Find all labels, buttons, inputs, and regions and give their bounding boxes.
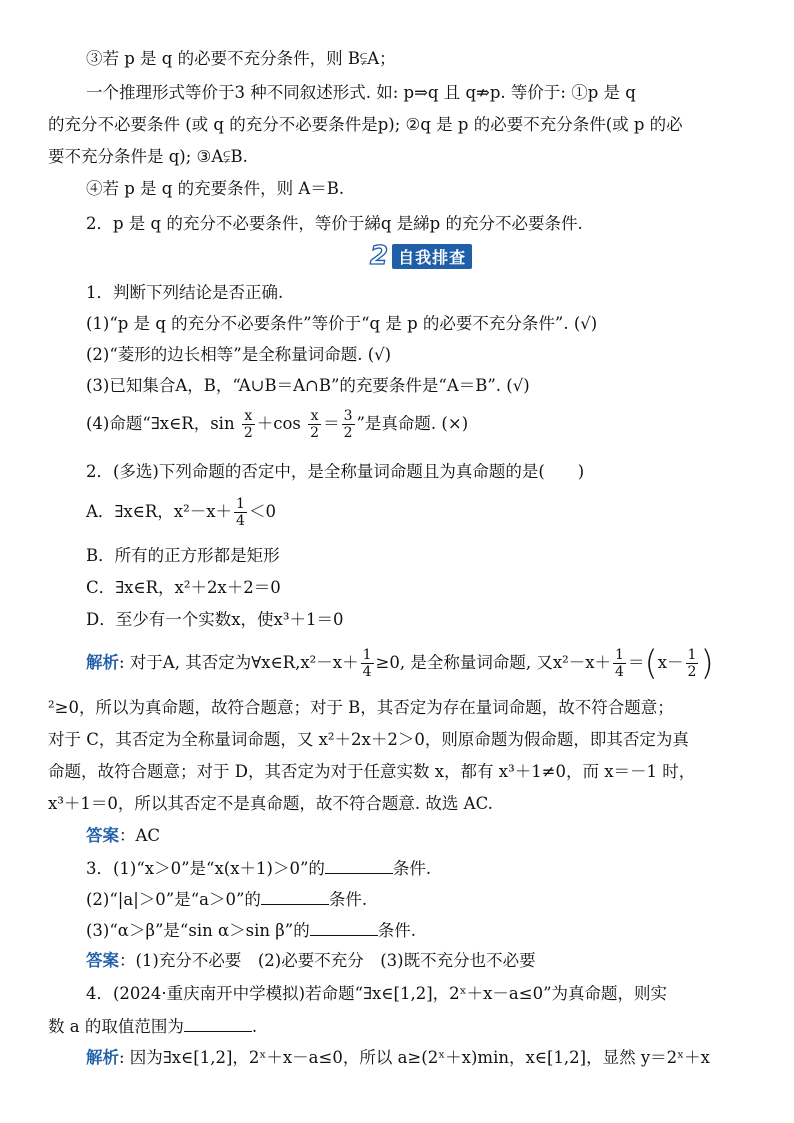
q2-option-a: A．∃x∈R，x²－x＋ $\frac{1}{4}$ ＜0: [86, 496, 276, 529]
q3-item-2: (2)“|a|＞0”是“a＞0”的 条件.: [86, 890, 368, 909]
q4-line-1: 4．(2024·重庆南开中学模拟)若命题“∃x∈[1,2]，2ˣ＋x－a≤0”为真命题，则实: [86, 984, 668, 1003]
section-title: 自我排查: [392, 244, 472, 269]
q3-stem: 3．(1)“x＞0”是“x(x＋1)＞0”的 条件.: [86, 859, 432, 878]
q2-stem: 2．(多选)下列命题的否定中，是全称量词命题且为真命题的是( ): [86, 462, 585, 481]
q1-item-1: (1)“p 是 q 的充分不必要条件”等价于“q 是 p 的必要不充分条件”. (√): [86, 314, 598, 333]
answer-blank[interactable]: [310, 919, 378, 936]
q3-answer: 答案：(1)充分不必要 (2)必要不充分 (3)既不充分也不必要: [86, 951, 536, 970]
answer-blank[interactable]: [325, 857, 393, 874]
q1-stem: 1．判断下列结论是否正确.: [86, 283, 284, 302]
q2-solution-line-1: 解析: 对于A, 其否定为∀x∈R,x²－x＋ $\frac{1}{4}$ ≥0, 是全称量词命题, 又x²－x＋ $\frac{1}{4}$ ＝(x－ $\frac{1}{2}$ ): [86, 643, 714, 684]
q1-item-2: (2)“菱形的边长相等”是全称量词命题. (√): [86, 345, 392, 364]
q4-line-2: 数 a 的取值范围为 .: [48, 1017, 258, 1036]
q2-option-b: B．所有的正方形都是矩形: [86, 546, 280, 565]
top-line-3: 的充分不必要条件 (或 q 的充分不必要条件是p); ②q 是 p 的必要不充分条件(或 p 的必: [48, 115, 683, 134]
answer-blank[interactable]: [184, 1015, 252, 1032]
answer-blank[interactable]: [261, 888, 329, 905]
q2-solution-line-2: ²≥0，所以为真命题，故符合题意；对于 B，其否定为存在量词命题，故不符合题意；: [48, 698, 674, 717]
section-header: [370, 242, 472, 270]
q4-solution: 解析: 因为∃x∈[1,2]，2ˣ＋x－a≤0，所以 a≥(2ˣ＋x)min，x∈[1,2]，显然 y＝2ˣ＋x: [86, 1048, 710, 1067]
q2-option-d: D．至少有一个实数x，使x³＋1＝0: [86, 610, 344, 629]
q3-item-3: (3)“α＞β”是“sin α＞sin β”的 条件.: [86, 921, 416, 940]
q2-solution-line-4: 命题，故符合题意；对于 D，其否定为对于任意实数 x，都有 x³＋1≠0，而 x＝－1 时，: [48, 762, 696, 781]
top-line-2: 一个推理形式等价于3 种不同叙述形式. 如: p⇒q 且 q⇏p. 等价于: ①p 是 q: [86, 83, 636, 102]
q2-option-c: C．∃x∈R，x²＋2x＋2＝0: [86, 578, 281, 597]
answer-label: 答案: [86, 826, 119, 845]
solution-label: 解析: [86, 653, 119, 672]
q2-solution-line-5: x³＋1＝0，所以其否定不是真命题，故不符合题意. 故选 AC.: [48, 794, 493, 813]
q2-solution-line-3: 对于 C，其否定为全称量词命题，又 x²＋2x＋2＞0，则原命题为假命题，即其否定为真: [48, 730, 689, 749]
top-line-6: 2．p 是 q 的充分不必要条件，等价于綈q 是綈p 的充分不必要条件.: [86, 214, 583, 233]
top-line-4: 要不充分条件是 q); ③A⫋B.: [48, 147, 248, 166]
q2-answer: 答案：AC: [86, 826, 161, 845]
solution-label: 解析: [86, 1048, 119, 1067]
answer-label: 答案: [86, 951, 119, 970]
q1-item-4: (4)命题“∃x∈R，sin $\frac{x}{2}$ ＋cos $\frac{x}{2}$ ＝ $\frac{3}{2}$ ”是真命题. (×): [86, 408, 469, 441]
section-number: 2: [370, 241, 389, 271]
top-line-5: ④若 p 是 q 的充要条件，则 A＝B.: [86, 179, 345, 198]
top-line-1: ③若 p 是 q 的必要不充分条件，则 B⫋A；: [86, 49, 396, 68]
q1-item-3: (3)已知集合A，B，“A∪B＝A∩B”的充要条件是“A＝B”. (√): [86, 376, 530, 395]
